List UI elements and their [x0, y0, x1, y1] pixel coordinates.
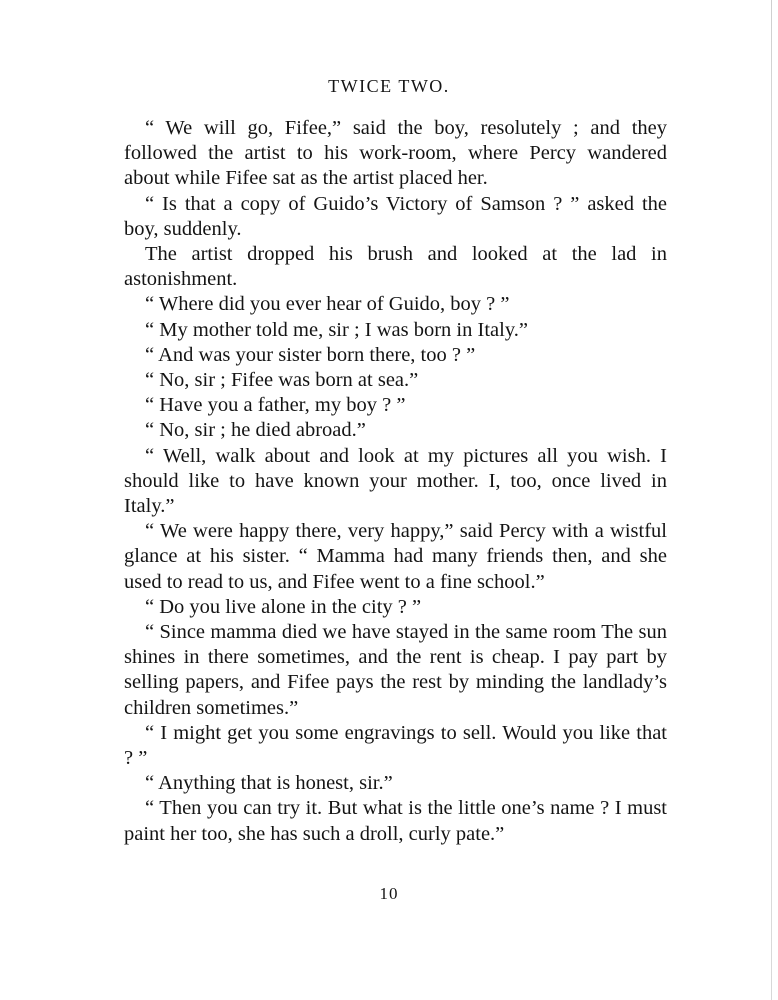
paragraph: “ Anything that is honest, sir.” [145, 772, 393, 795]
paragraph: “ I might get you some engravings to sell. Would you like that ? ” [124, 721, 667, 770]
paragraph: “ No, sir ; he died abroad.” [145, 419, 366, 442]
paragraph: “ Then you can try it. But what is the little one’s name ? I must paint her too, she has such a droll, curly pate.” [124, 797, 667, 845]
paragraph: “ My mother told me, sir ; I was born in Italy.” [145, 318, 528, 341]
paragraph: “ No, sir ; Fifee was born at sea.” [145, 369, 419, 392]
running-head: TWICE TWO. [328, 76, 450, 96]
paragraph: “ Since mamma died we have stayed in the same room The sun shines in there sometimes, and the rent is cheap. I pay part by selling papers, and Fifee pays the rest by minding the landlady’s children sometimes.” [124, 621, 667, 719]
paragraph: “ Well, walk about and look at my pictures all you wish. I should like to have known your mother. I, too, once lived in Italy.” [124, 444, 667, 518]
body-text [124, 116, 667, 847]
page-number: 10 [379, 884, 399, 903]
paragraph: “ We will go, Fifee,” said the boy, resolutely ; and they followed the artist to his work-room, where Percy wandered about while Fifee sat as the artist placed her. [124, 117, 667, 190]
paragraph: “ Is that a copy of Guido’s Victory of Samson ? ” asked the boy, suddenly. [124, 192, 667, 240]
paragraph: “ Where did you ever hear of Guido, boy ? ” [145, 293, 510, 316]
paragraph: “ We were happy there, very happy,” said Percy with a wistful glance at his sister. “ Mamma had many friends then, and she used to read to us, and Fifee went to a fine school.” [124, 520, 667, 593]
paragraph: The artist dropped his brush and looked at the lad in astonishment. [124, 243, 667, 291]
paragraph: “ And was your sister born there, too ? ” [145, 343, 476, 366]
page-edge-line [771, 0, 772, 1000]
paragraph: “ Have you a father, my boy ? ” [145, 394, 406, 417]
paragraph: “ Do you live alone in the city ? ” [145, 595, 422, 618]
